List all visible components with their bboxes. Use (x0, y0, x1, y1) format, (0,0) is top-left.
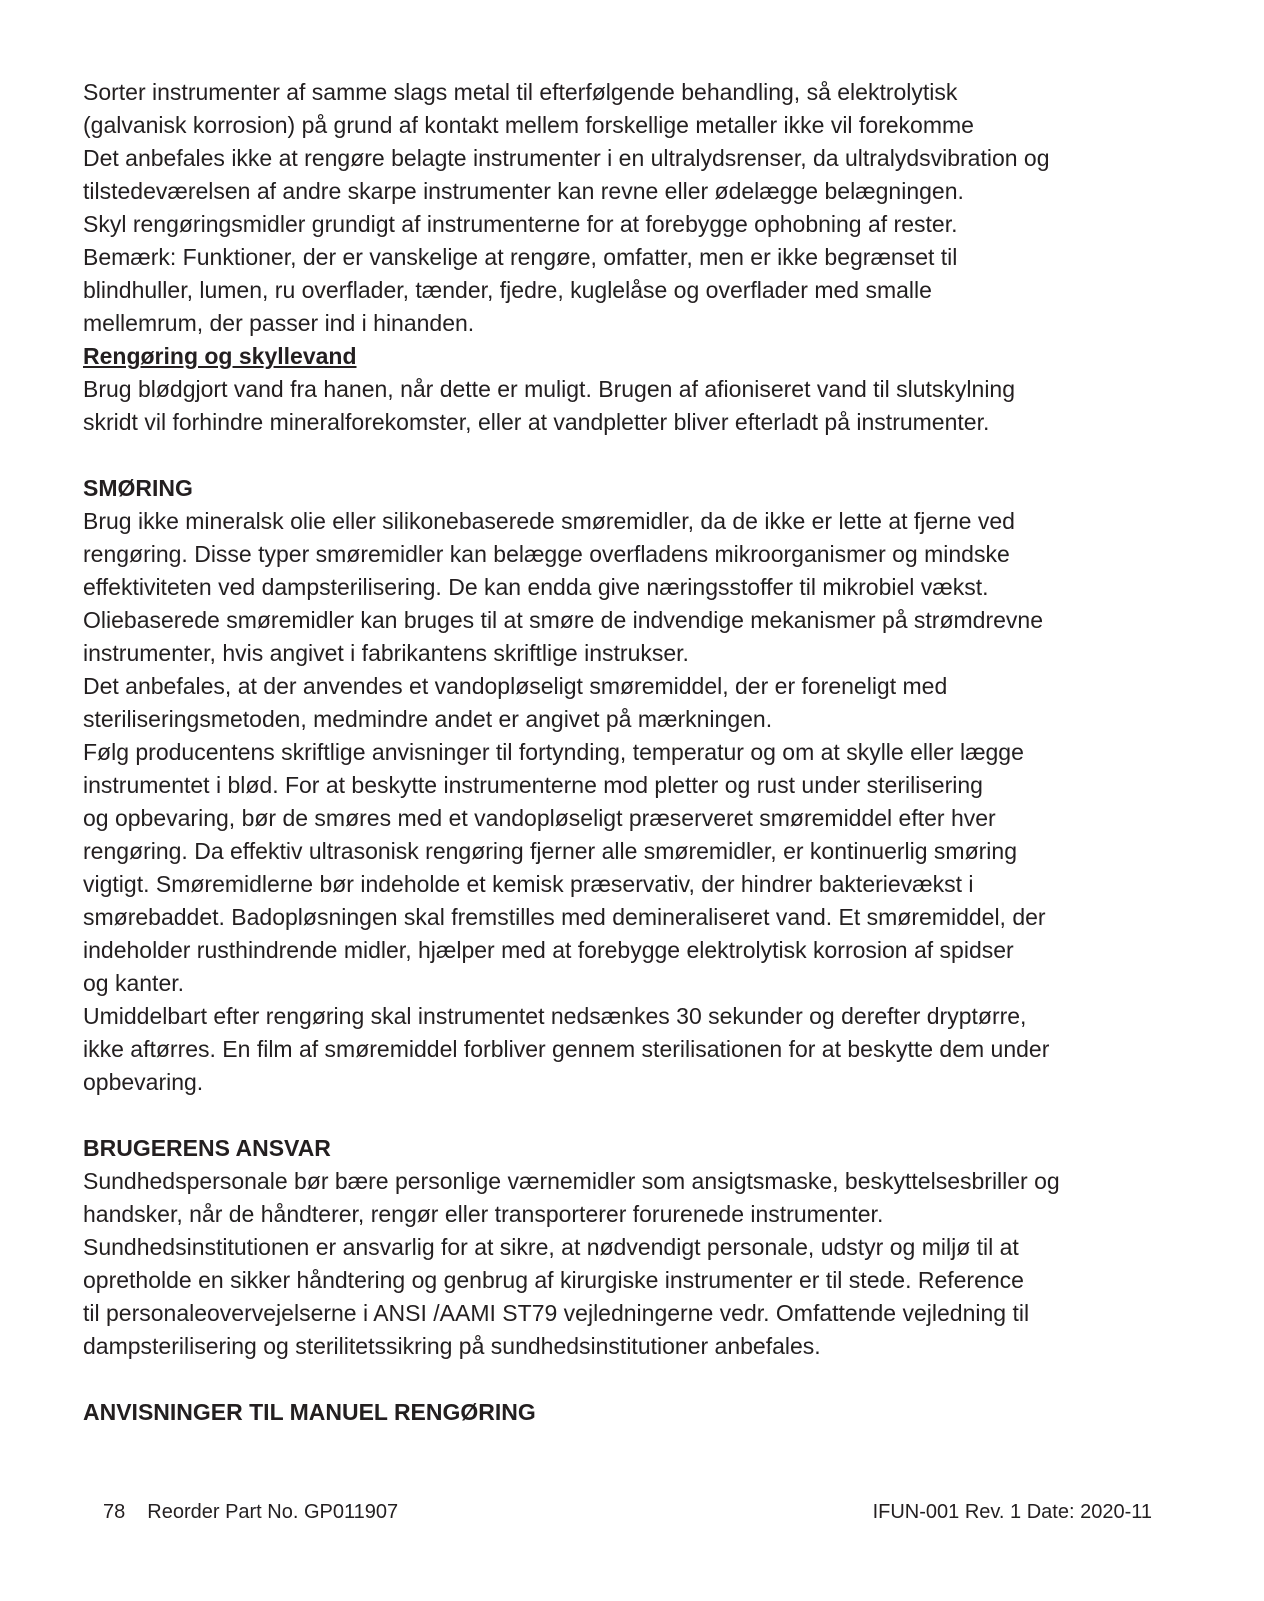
section-spacer (83, 1363, 1173, 1396)
text-line: Sorter instrumenter af samme slags metal til efterfølgende behandling, så elektrolytisk (83, 79, 958, 105)
page-number: 78 (103, 1501, 126, 1523)
text-line: og kanter. (83, 970, 185, 996)
reorder-part-number: Reorder Part No. GP011907 (147, 1501, 399, 1523)
text-line: Det anbefales, at der anvendes et vandopløseligt smøremiddel, der er foreneligt med (83, 673, 948, 699)
lubrication-heading: SMØRING (83, 475, 193, 501)
responsibility-section (83, 1132, 1173, 1363)
text-line: Brug blødgjort vand fra hanen, når dette er muligt. Brugen af afioniseret vand til slutskylning (83, 376, 1016, 402)
text-line: steriliseringsmetoden, medmindre andet er angivet på mærkningen. (83, 706, 773, 732)
footer-left (103, 1500, 398, 1524)
rinse-section (83, 340, 1173, 439)
text-line: rengøring. Da effektiv ultrasonisk rengøring fjerner alle smøremidler, er kontinuerlig smøring (83, 838, 1017, 864)
text-line: til personaleovervejelserne i ANSI /AAMI ST79 vejledningerne vedr. Omfattende vejledning til (83, 1300, 1030, 1326)
text-line: opretholde en sikker håndtering og genbrug af kirurgiske instrumenter er til stede. Reference (83, 1267, 1024, 1293)
text-line: og opbevaring, bør de smøres med et vandopløseligt præserveret smøremiddel efter hver (83, 805, 996, 831)
responsibility-heading: BRUGERENS ANSVAR (83, 1135, 331, 1161)
text-line: skridt vil forhindre mineralforekomster, eller at vandpletter bliver efterladt på instrumenter. (83, 409, 990, 435)
rinse-heading: Rengøring og skyllevand (83, 343, 357, 369)
text-line: mellemrum, der passer ind i hinanden. (83, 310, 475, 336)
text-line: Umiddelbart efter rengøring skal instrumentet nedsænkes 30 sekunder og derefter dryptørre, (83, 1003, 1027, 1029)
text-line: Sundhedsinstitutionen er ansvarlig for at sikre, at nødvendigt personale, udstyr og miljø til at (83, 1234, 1019, 1260)
text-line: Skyl rengøringsmidler grundigt af instrumenterne for at forebygge ophobning af rester. (83, 211, 958, 237)
text-line: Sundhedspersonale bør bære personlige værnemidler som ansigtsmaske, beskyttelsesbriller og (83, 1168, 1060, 1194)
text-line: Det anbefales ikke at rengøre belagte instrumenter i en ultralydsrenser, da ultralydsvibration og (83, 145, 1050, 171)
section-spacer (83, 439, 1173, 472)
manual-cleaning-heading: ANVISNINGER TIL MANUEL RENGØRING (83, 1399, 536, 1425)
text-line: (galvanisk korrosion) på grund af kontakt mellem forskellige metaller ikke vil forekomme (83, 112, 974, 138)
document-body (83, 76, 1173, 1429)
text-line: effektiviteten ved dampsterilisering. De kan endda give næringsstoffer til mikrobiel vækst. (83, 574, 989, 600)
text-line: Følg producentens skriftlige anvisninger til fortynding, temperatur og om at skylle eller lægge (83, 739, 1024, 765)
text-line: tilstedeværelsen af andre skarpe instrumenter kan revne eller ødelægge belægningen. (83, 178, 964, 204)
section-spacer (83, 1099, 1173, 1132)
lubrication-section (83, 472, 1173, 1099)
text-line: instrumentet i blød. For at beskytte instrumenterne mod pletter og rust under sterilisering (83, 772, 983, 798)
text-line: handsker, når de håndterer, rengør eller transporterer forurenede instrumenter. (83, 1201, 884, 1227)
text-line: blindhuller, lumen, ru overflader, tænder, fjedre, kuglelåse og overflader med smalle (83, 277, 932, 303)
text-line: Oliebaserede smøremidler kan bruges til at smøre de indvendige mekanismer på strømdrevne (83, 607, 1044, 633)
text-line: Bemærk: Funktioner, der er vanskelige at rengøre, omfatter, men er ikke begrænset til (83, 244, 958, 270)
footer-revision: IFUN-001 Rev. 1 Date: 2020-11 (872, 1501, 1152, 1523)
text-line: opbevaring. (83, 1069, 204, 1095)
text-line: smørebaddet. Badopløsningen skal fremstilles med demineraliseret vand. Et smøremiddel, der (83, 904, 1046, 930)
text-line: Brug ikke mineralsk olie eller silikonebaserede smøremidler, da de ikke er lette at fjerne ved (83, 508, 1015, 534)
manual-cleaning-section (83, 1396, 1173, 1429)
text-line: instrumenter, hvis angivet i fabrikantens skriftlige instrukser. (83, 640, 689, 666)
text-line: ikke aftørres. En film af smøremiddel forbliver gennem sterilisationen for at beskytte dem under (83, 1036, 1050, 1062)
text-line: indeholder rusthindrende midler, hjælper med at forebygge elektrolytisk korrosion af spidser (83, 937, 1014, 963)
text-line: vigtigt. Smøremidlerne bør indeholde et kemisk præservativ, der hindrer bakterievækst i (83, 871, 974, 897)
text-line: rengøring. Disse typer smøremidler kan belægge overfladens mikroorganismer og mindske (83, 541, 1010, 567)
text-line: dampsterilisering og sterilitetssikring på sundhedsinstitutioner anbefales. (83, 1333, 821, 1359)
intro-paragraph (83, 76, 1173, 340)
